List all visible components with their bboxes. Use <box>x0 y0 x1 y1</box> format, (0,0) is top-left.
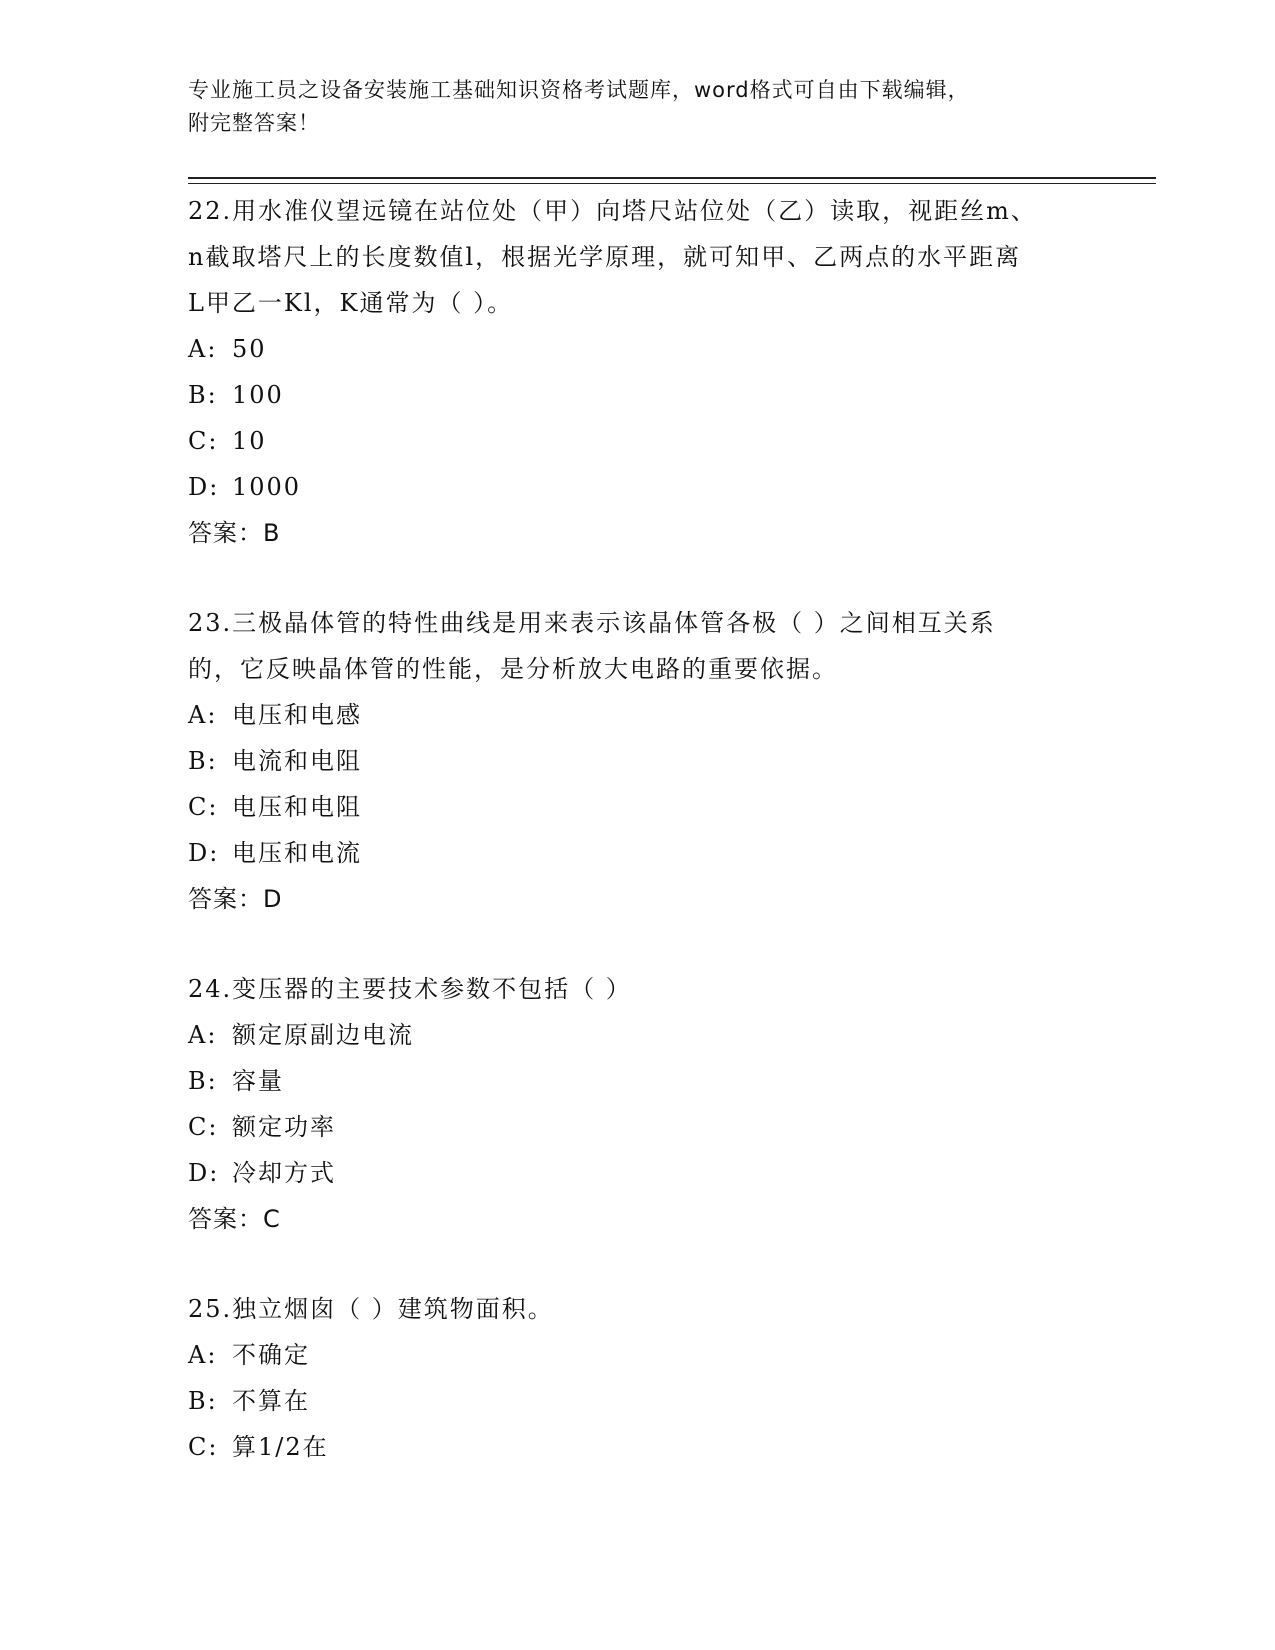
option-letter: D: <box>188 839 220 867</box>
option-letter: A: <box>188 701 218 729</box>
option-d <box>188 464 1088 510</box>
option-letter: B: <box>188 1387 218 1415</box>
option-b <box>188 1378 1088 1424</box>
option-letter: C: <box>188 1113 219 1141</box>
option-c <box>188 1424 1088 1470</box>
option-letter: C: <box>188 1433 219 1461</box>
answer-line: 答案：B <box>188 519 281 547</box>
question-22 <box>188 188 1088 556</box>
option-letter: C: <box>188 793 219 821</box>
header-divider-thin <box>188 183 1156 184</box>
answer-line: 答案：C <box>188 1205 281 1233</box>
option-text: 10 <box>232 427 267 455</box>
option-text: 不确定 <box>232 1341 310 1369</box>
option-letter: A: <box>188 1341 218 1369</box>
header-line-1: 专业施工员之设备安装施工基础知识资格考试题库，word格式可自由下载编辑， <box>188 78 970 102</box>
question-text: 24.变压器的主要技术参数不包括（ ） <box>188 975 632 1003</box>
option-letter: D: <box>188 1159 220 1187</box>
option-text: 电流和电阻 <box>232 747 362 775</box>
option-text: 50 <box>232 335 267 363</box>
answer-line: 答案：D <box>188 885 283 913</box>
option-a <box>188 692 1088 738</box>
option-text: 冷却方式 <box>232 1159 336 1187</box>
option-a <box>188 1012 1088 1058</box>
option-text: 额定功率 <box>232 1113 336 1141</box>
header-line-2: 附完整答案！ <box>188 111 320 135</box>
option-text: 额定原副边电流 <box>232 1021 414 1049</box>
question-25 <box>188 1286 1088 1470</box>
option-letter: B: <box>188 381 218 409</box>
option-b <box>188 372 1088 418</box>
option-text: 不算在 <box>232 1387 310 1415</box>
option-letter: D: <box>188 473 220 501</box>
question-23 <box>188 600 1088 922</box>
question-24 <box>188 966 1088 1242</box>
document-header <box>188 74 1068 140</box>
option-d <box>188 830 1088 876</box>
option-text: 电压和电感 <box>232 701 362 729</box>
option-letter: B: <box>188 1067 218 1095</box>
option-letter: A: <box>188 1021 218 1049</box>
header-divider-thick <box>188 177 1156 179</box>
option-c <box>188 784 1088 830</box>
option-b <box>188 1058 1088 1104</box>
option-c <box>188 1104 1088 1150</box>
question-text: 22.用水准仪望远镜在站位处（甲）向塔尺站位处（乙）读取，视距丝m、n截取塔尺上的长度数值l，根据光学原理，就可知甲、乙两点的水平距离L甲乙一Kl，K通常为（ ）。 <box>188 197 1037 317</box>
option-a <box>188 326 1088 372</box>
option-b <box>188 738 1088 784</box>
option-letter: B: <box>188 747 218 775</box>
option-letter: C: <box>188 427 219 455</box>
option-text: 100 <box>232 381 284 409</box>
option-text: 电压和电流 <box>232 839 362 867</box>
option-d <box>188 1150 1088 1196</box>
question-text: 25.独立烟囱（ ）建筑物面积。 <box>188 1295 554 1323</box>
option-text: 电压和电阻 <box>232 793 362 821</box>
option-text: 容量 <box>232 1067 284 1095</box>
question-list <box>188 188 1088 1514</box>
option-c <box>188 418 1088 464</box>
option-letter: A: <box>188 335 218 363</box>
option-text: 算1/2在 <box>232 1433 329 1461</box>
option-text: 1000 <box>232 473 302 501</box>
option-a <box>188 1332 1088 1378</box>
question-text: 23.三极晶体管的特性曲线是用来表示该晶体管各极（ ）之间相互关系的，它反映晶体管的性能，是分析放大电路的重要依据。 <box>188 609 996 683</box>
